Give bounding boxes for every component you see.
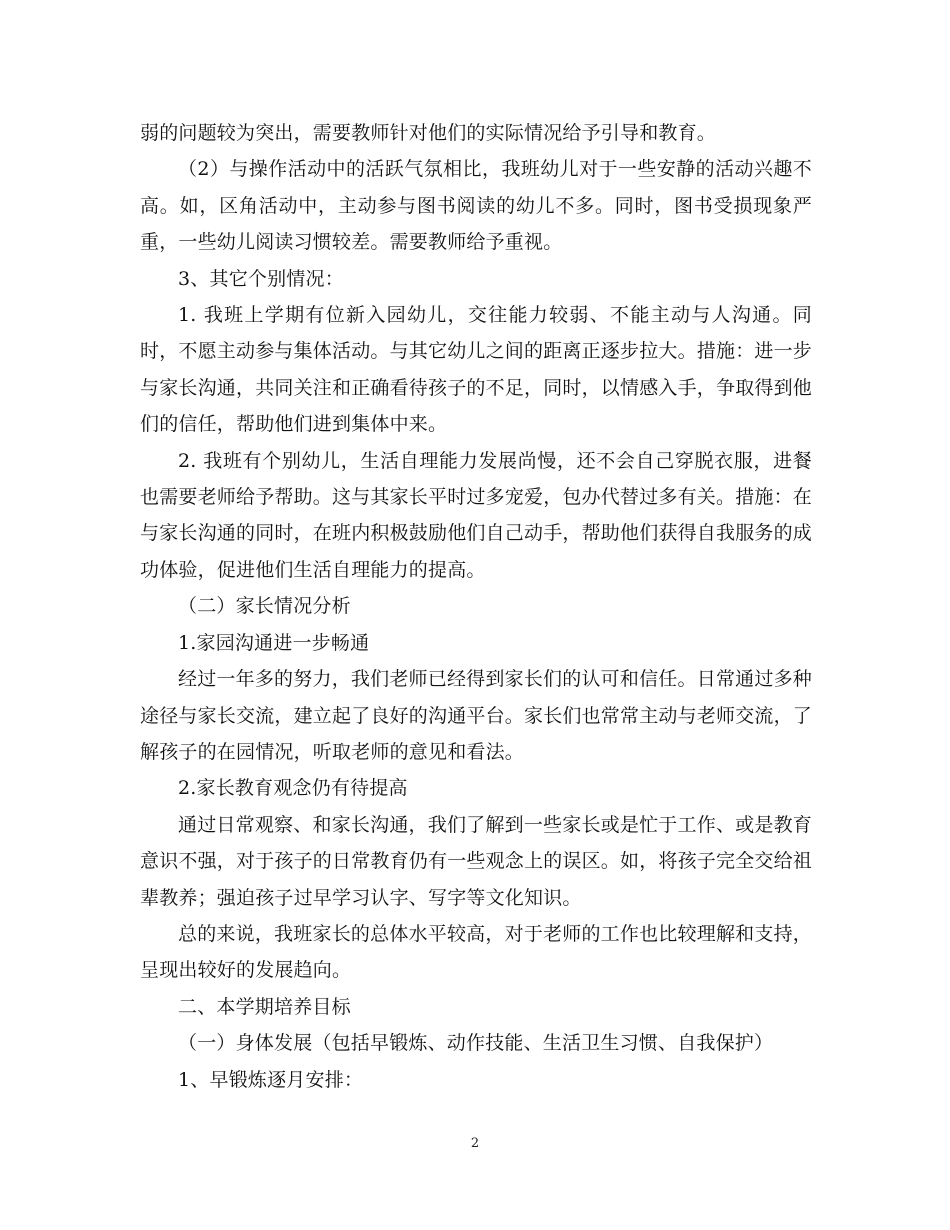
paragraph: 1、早锻炼逐月安排： [178, 1068, 364, 1091]
paragraph: 3、其它个别情况： [178, 267, 344, 290]
paragraph: 1.家园沟通进一步畅通 [178, 631, 370, 654]
paragraph: 1. 我班上学期有位新入园幼儿，交往能力较弱、不能主动与人沟通。同时，不愿主动参与集体活动。与其它幼儿之间的距离正逐步拉大。措施：进一步与家长沟通，共同关注和正确看待孩子的不足，同时，以情感入手，争取得到他们的信任，帮助他们进到集体中来。 [140, 304, 813, 436]
paragraph: 经过一年多的努力，我们老师已经得到家长们的认可和信任。日常通过多种途径与家长交流，建立起了良好的沟通平台。家长们也常常主动与老师交流，了解孩子的在园情况，听取老师的意见和看法。 [140, 668, 813, 763]
paragraph: 弱的问题较为突出，需要教师针对他们的实际情况给予引导和教育。 [140, 122, 717, 144]
page-number: 2 [470, 1136, 480, 1151]
document-body [140, 115, 812, 1098]
paragraph: 2.家长教育观念仍有待提高 [178, 777, 408, 800]
paragraph: 2. 我班有个别幼儿，生活自理能力发展尚慢，还不会自己穿脱衣服，进餐也需要老师给予帮助。这与其家长平时过多宠爱，包办代替过多有关。措施：在与家长沟通的同时，在班内积极鼓励他们自己动手，帮助他们获得自我服务的成功体验，促进他们生活自理能力的提高。 [140, 449, 813, 581]
paragraph: （一）身体发展（包括早锻炼、动作技能、生活卫生习惯、自我保护） [178, 1032, 774, 1055]
paragraph: （二）家长情况分析 [178, 595, 351, 618]
paragraph: （2）与操作活动中的活跃气氛相比，我班幼儿对于一些安静的活动兴趣不高。如，区角活动中，主动参与图书阅读的幼儿不多。同时，图书受损现象严重，一些幼儿阅读习惯较差。需要教师给予重视。 [140, 158, 812, 254]
paragraph: 二、本学期培养目标 [178, 995, 351, 1018]
paragraph: 总的来说，我班家长的总体水平较高，对于老师的工作也比较理解和支持，呈现出较好的发展趋向。 [140, 922, 812, 982]
paragraph: 通过日常观察、和家长沟通，我们了解到一些家长或是忙于工作、或是教育意识不强，对于孩子的日常教育仍有一些观念上的误区。如，将孩子完全交给祖辈教养；强迫孩子过早学习认字、写字等文化知识。 [140, 813, 813, 909]
